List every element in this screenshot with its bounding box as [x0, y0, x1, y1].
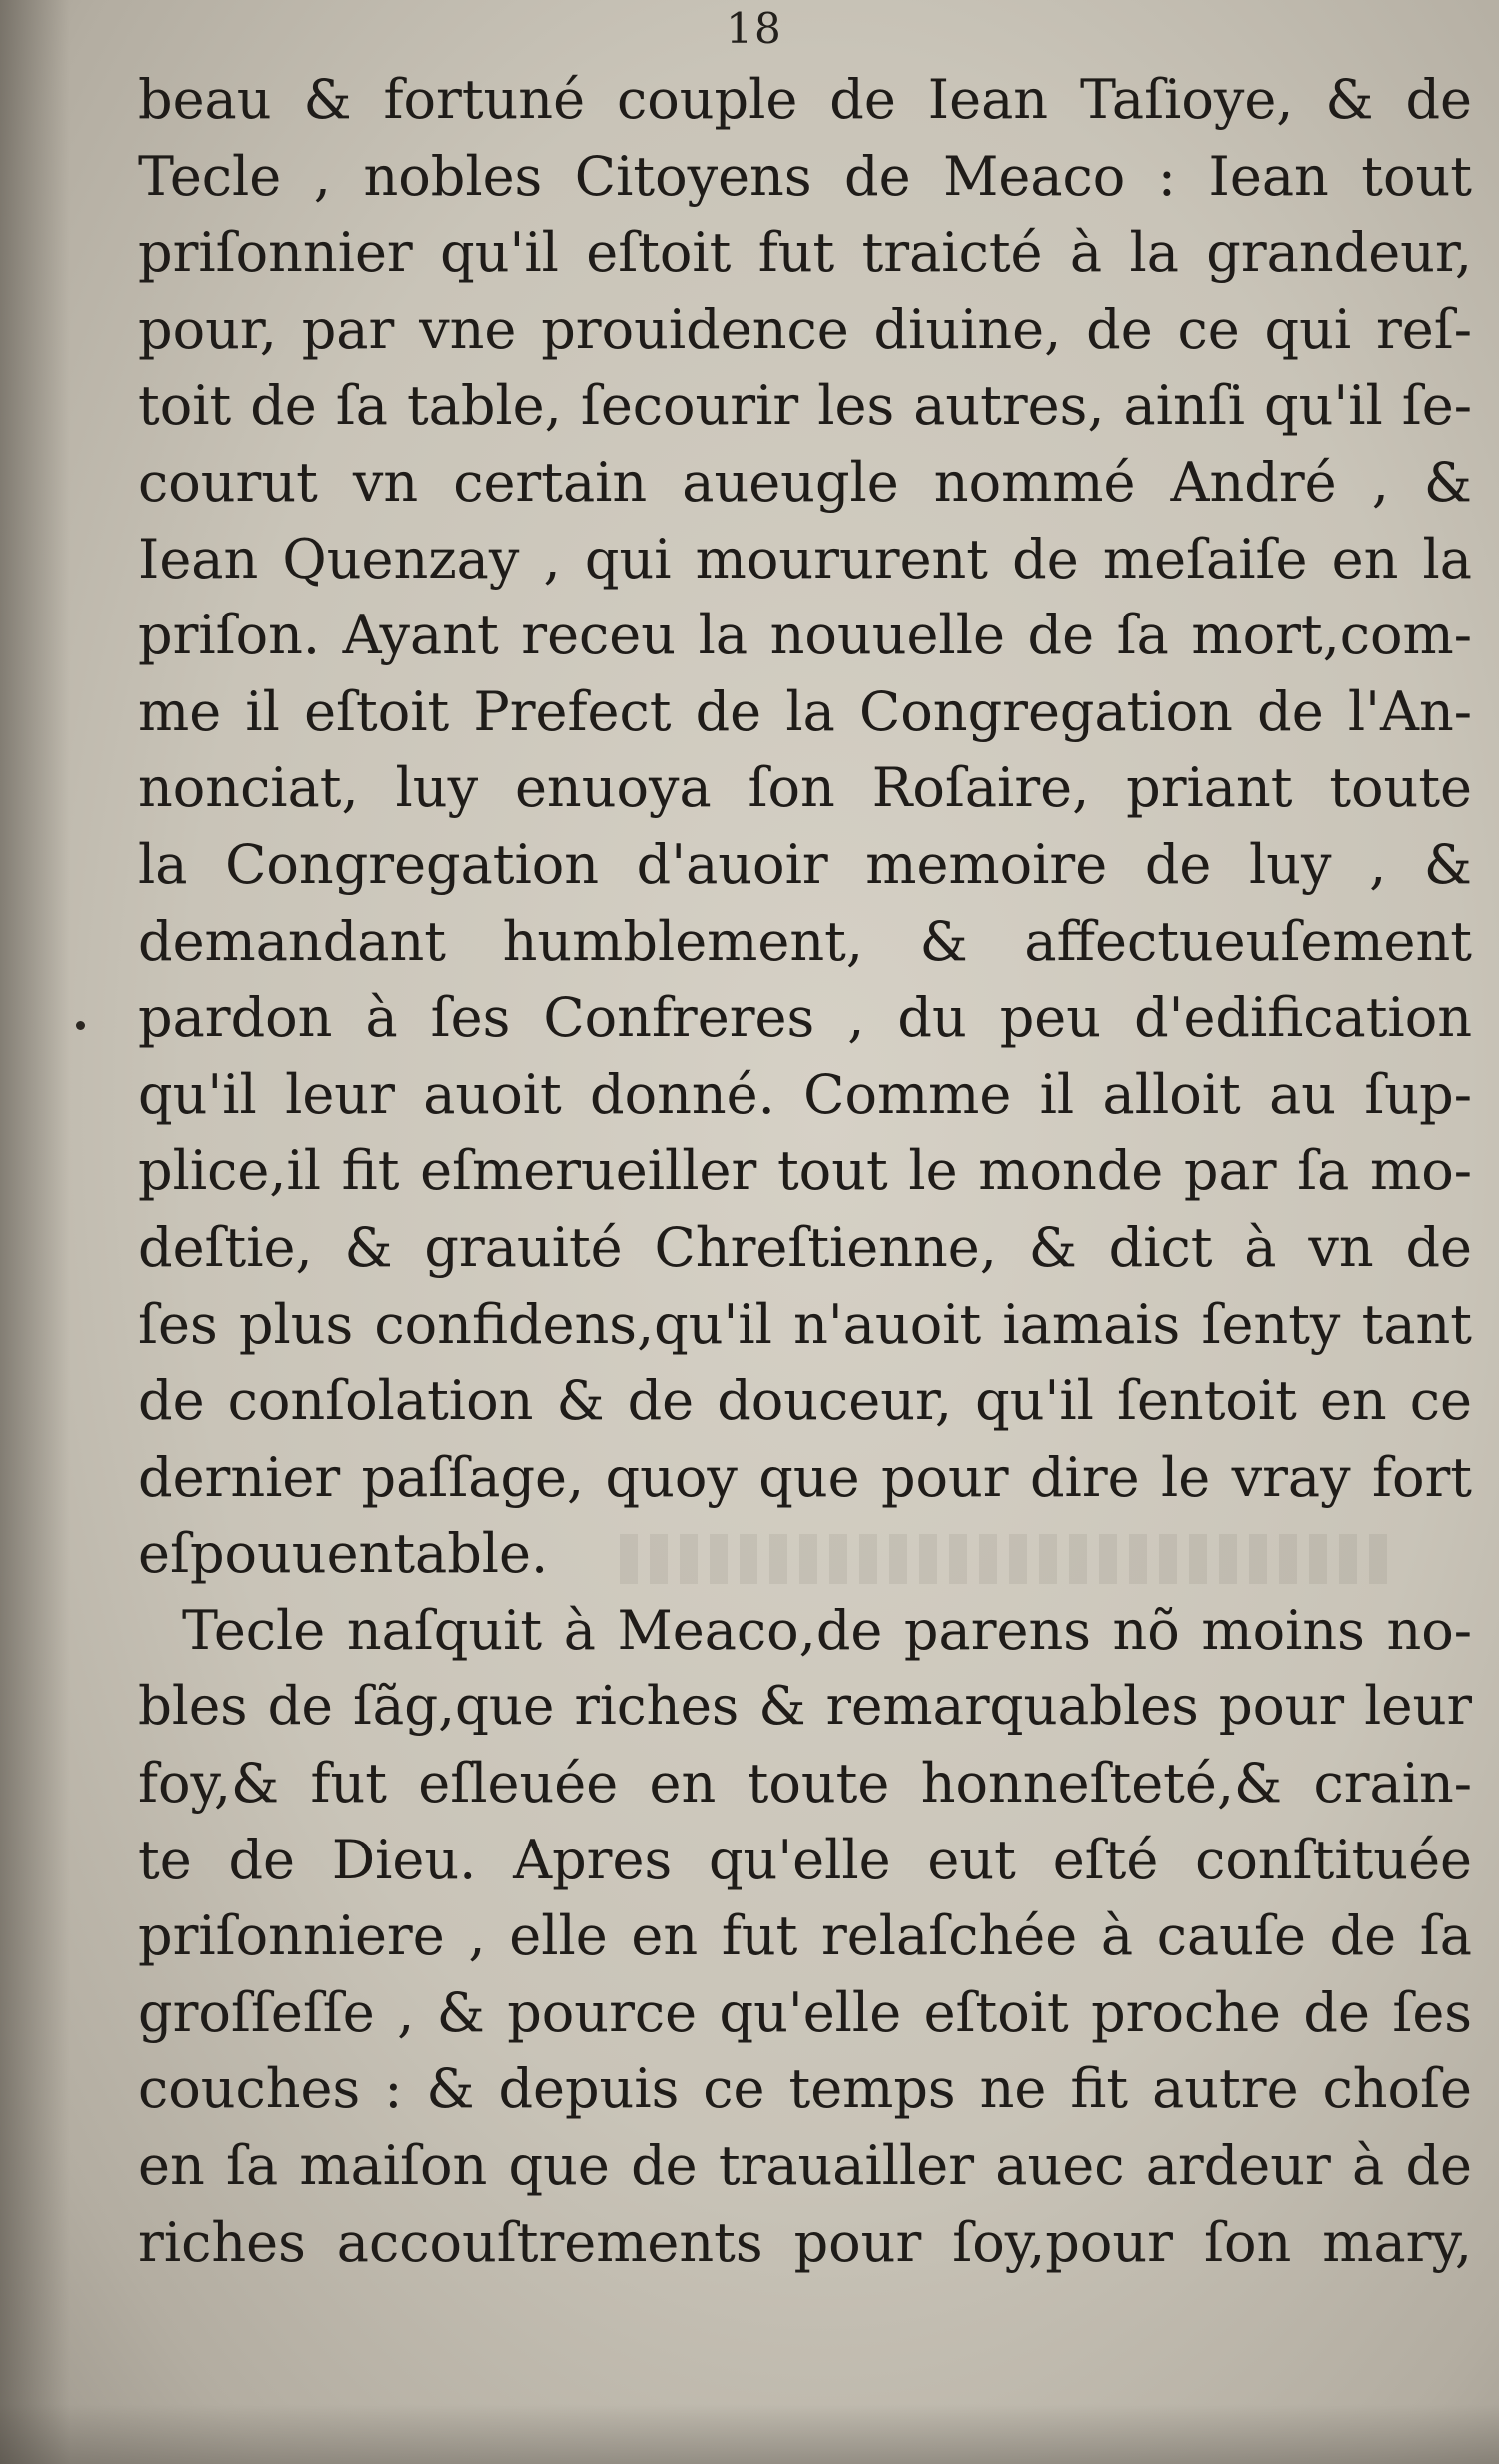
text-line: Tecle , nobles Citoyens de Meaco : Iean tout [138, 144, 1472, 208]
text-line: priſonniere , elle en fut relaſchée à cauſe de ſa [138, 1904, 1472, 1968]
text-line: priſonnier qu'il eſtoit fut traicté à la grandeur, [138, 221, 1472, 285]
text-line: plice,il fit eſmerueiller tout le monde par ſa mo- [138, 1139, 1472, 1203]
text-line: de conſolation & de douceur, qu'il ſentoit en ce [138, 1369, 1472, 1433]
text-line: foy,& fut eſleuée en toute honneſteté,& crain- [138, 1752, 1472, 1816]
text-line: groſſeſſe , & pource qu'elle eſtoit proche de ſes [138, 1980, 1472, 2044]
text-line: dernier paſſage, quoy que pour dire le vray fort [138, 1445, 1472, 1509]
text-line: riches accouſtrements pour ſoy,pour ſon mary, [138, 2210, 1472, 2274]
page-number: 18 [726, 4, 783, 53]
body-text [138, 62, 1472, 2281]
text-line: nonciat, luy enuoya ſon Roſaire, priant toute [138, 756, 1472, 820]
text-line: me il eſtoit Prefect de la Congregation de l'An- [138, 679, 1472, 743]
text-line: pour, par vne prouidence diuine, de ce qui reſ- [138, 297, 1472, 361]
text-line: toit de ſa table, ſecourir les autres, ainſi qu'il ſe- [138, 374, 1472, 438]
text-line: Iean Quenzay , qui moururent de meſaiſe en la [138, 527, 1472, 591]
text-line: eſpouuentable. [138, 1522, 549, 1586]
text-line: pardon à ſes Confreres , du peu d'edification [138, 986, 1472, 1050]
text-line: ſes plus confidens,qu'il n'auoit iamais ſenty tant [138, 1292, 1472, 1356]
paragraph-1 [138, 62, 1472, 1593]
text-line: en ſa maiſon que de trauailler auec ardeur à de [138, 2134, 1472, 2198]
text-line: couches : & depuis ce temps ne fit autre choſe [138, 2057, 1472, 2121]
text-line: la Congregation d'auoir memoire de luy , & [138, 832, 1472, 896]
text-line: priſon. Ayant receu la nouuelle de ſa mort,com- [138, 604, 1472, 667]
text-line: courut vn certain aueugle nommé André , & [138, 450, 1472, 514]
text-line: qu'il leur auoit donné. Comme il alloit au ſup- [138, 1062, 1472, 1126]
text-line: beau & fortuné couple de Iean Taſioye, & de [138, 68, 1472, 131]
text-line: te de Dieu. Apres qu'elle eut eſté conſtituée [138, 1828, 1472, 1891]
text-line: Tecle naſquit à Meaco,de parens nõ moins no- [182, 1598, 1472, 1662]
margin-mark [76, 1021, 85, 1030]
text-line: deſtie, & grauité Chreſtienne, & dict à vn de [138, 1215, 1472, 1279]
text-line: demandant humblement, & affectueuſement [138, 909, 1472, 973]
paragraph-2 [138, 1593, 1472, 2281]
text-line: bles de ſãg,que riches & remarquables pour leur [138, 1676, 1472, 1738]
